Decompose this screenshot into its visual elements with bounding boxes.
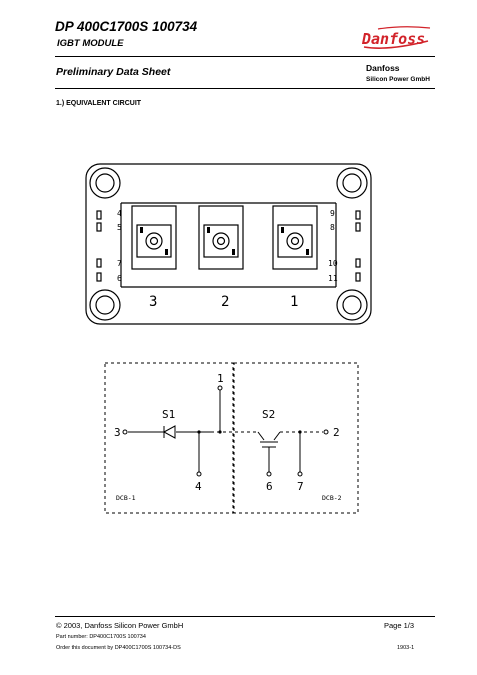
company-name: Danfoss — [366, 63, 400, 73]
pin-label-8: 8 — [330, 223, 335, 232]
pin-label-4: 4 — [195, 480, 202, 493]
company-division: Silicon Power GmbH — [366, 76, 430, 83]
terminal-label-1: 1 — [290, 294, 299, 310]
pin-label-11: 11 — [328, 274, 338, 283]
pin-4-terminal — [197, 472, 201, 476]
switch-label-s2: S2 — [262, 408, 276, 421]
pin-label-4: 4 — [117, 209, 122, 218]
logo-wordmark: Danfoss — [362, 30, 426, 48]
pin-label-6: 6 — [117, 274, 122, 283]
pin-label-1: 1 — [217, 372, 224, 385]
power-terminal-1 — [273, 206, 317, 269]
document-title: DP 400C1700S 100734 — [55, 19, 198, 34]
pin-label-6: 6 — [266, 480, 273, 493]
switch-label-s1: S1 — [162, 408, 176, 421]
pin-6-terminal — [267, 472, 271, 476]
pin-label-2: 2 — [333, 426, 340, 439]
dcb-1-boundary — [105, 363, 233, 513]
section-heading: 1.) EQUIVALENT CIRCUIT — [56, 100, 142, 107]
pin-label-7: 7 — [117, 259, 122, 268]
terminal-label-3: 3 — [149, 294, 158, 310]
document-code: 1903-1 — [397, 645, 415, 651]
header-rule-top — [55, 56, 435, 57]
copyright-notice: © 2003, Danfoss Silicon Power GmbH — [56, 621, 184, 630]
pin-2-terminal — [324, 430, 328, 434]
footer-rule — [55, 616, 435, 617]
mounting-hole-top-right — [337, 168, 367, 198]
mounting-hole-bottom-right — [337, 290, 367, 320]
equivalent-circuit-schematic — [100, 360, 362, 518]
pin-3-terminal — [123, 430, 127, 434]
pin-1-terminal — [218, 386, 222, 390]
igbt-s2 — [258, 432, 300, 472]
power-terminal-3 — [132, 206, 176, 269]
pin-label-5: 5 — [117, 223, 122, 232]
pin-label-7: 7 — [297, 480, 304, 493]
pin-7-terminal — [298, 472, 302, 476]
danfoss-logo — [358, 24, 438, 54]
header-rule-bottom — [55, 88, 435, 89]
pin-label-3: 3 — [114, 426, 121, 439]
mounting-hole-bottom-left — [90, 290, 120, 320]
mounting-hole-top-left — [90, 168, 120, 198]
pin-label-9: 9 — [330, 209, 335, 218]
document-type: Preliminary Data Sheet — [56, 66, 171, 78]
order-reference: Order this document by DP400C1700S 100734-DS — [56, 645, 181, 651]
power-terminal-2 — [199, 206, 243, 269]
document-subtitle: IGBT MODULE — [57, 38, 124, 49]
dcb-1-label: DCB-1 — [116, 494, 136, 502]
pin-label-10: 10 — [328, 259, 338, 268]
page-number: Page 1/3 — [384, 621, 415, 630]
diode-s1 — [164, 426, 175, 438]
part-number: Part number: DP400C1700S 100734 — [56, 634, 146, 640]
module-outline-drawing — [85, 163, 372, 325]
terminal-label-2: 2 — [221, 294, 230, 310]
dcb-2-label: DCB-2 — [322, 494, 342, 502]
